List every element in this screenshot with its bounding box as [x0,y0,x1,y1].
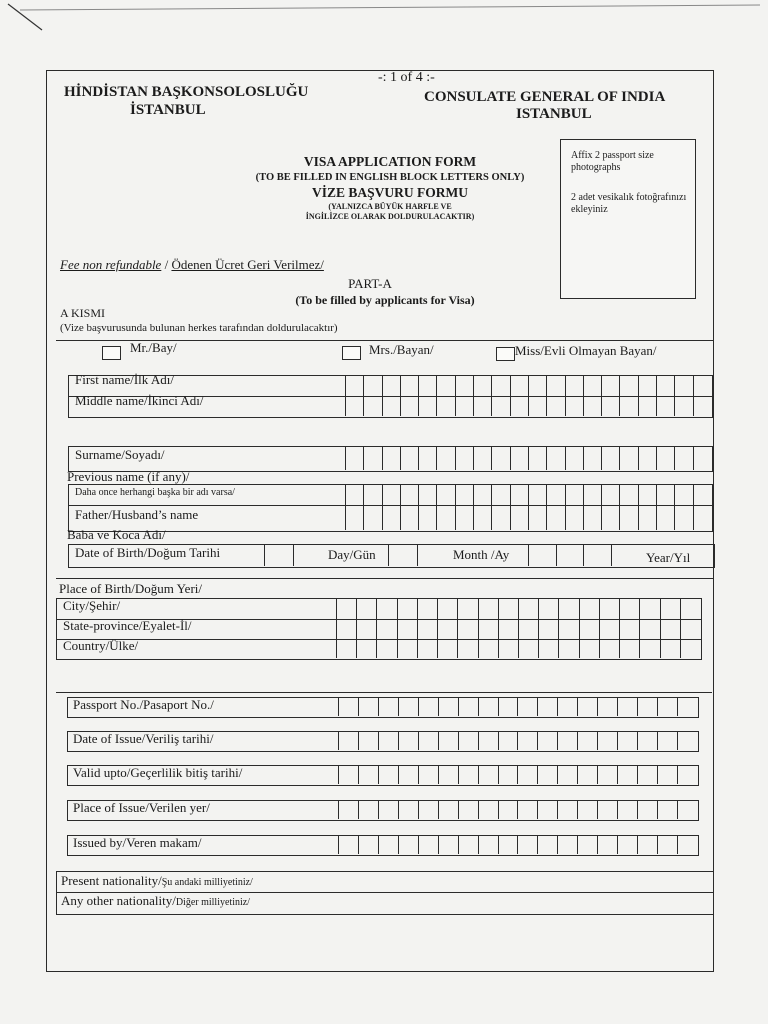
middle-name-label: Middle name/İkinci Adı/ [75,393,204,408]
mrs-checkbox[interactable] [342,346,361,360]
scan-mark [0,0,768,40]
fee-notice [60,257,324,273]
valid-upto-label: Valid upto/Geçerlilik bitiş tarihi/ [73,765,243,780]
other-nationality-en: Any other nationality/ [61,893,176,908]
previous-father-cells[interactable] [345,485,711,530]
form-title-note: (TO BE FILLED IN ENGLISH BLOCK LETTERS ONLY) [255,172,525,183]
part-subtitle: (To be filled by applicants for Visa) [295,293,475,307]
fee-notice-en: Fee non refundable [60,257,162,272]
month-label: Month /Ay [453,547,510,562]
photo-box-text-tr: 2 adet vesikalık fotoğrafınızı ekleyiniz [571,192,687,215]
issued-by-label: Issued by/Veren makam/ [73,835,202,850]
present-nationality-tr: Şu andaki milliyetiniz/ [161,877,253,888]
issued-by-cells[interactable] [338,836,697,854]
form-title-tr-note1: (YALNIZCA BÜYÜK HARFLE VE [328,202,452,211]
surname-label: Surname/Soyadı/ [75,447,165,462]
divider-line [56,692,712,693]
city-label: City/Şehir/ [63,598,121,613]
form-title-tr: VİZE BAŞVURU FORMU [311,185,468,200]
part-title: PART-A [348,276,392,291]
miss-checkbox[interactable] [496,347,515,361]
part-tr-title: A KISMI [60,306,106,320]
fee-notice-sep: / [161,257,172,272]
day-label: Day/Gün [328,547,376,562]
place-of-issue-label: Place of Issue/Verilen yer/ [73,800,210,815]
father-husband-tr-label: Baba ve Koca Adı/ [67,527,166,542]
header-left-line1: HİNDİSTAN BAŞKONSOLOSLUĞU [64,84,309,100]
previous-name-tr-label: Daha once herhangi başka bir adı varsa/ [75,487,235,498]
place-of-issue-cells[interactable] [338,801,697,819]
surname-cells[interactable] [345,447,711,470]
part-tr-subtitle: (Vize başvurusunda bulunan herkes tarafından doldurulacaktır) [60,322,338,334]
form-title: VISA APPLICATION FORM [303,154,477,169]
header-right-line2: ISTANBUL [516,106,592,122]
photo-box-text-en: Affix 2 passport size photographs [571,150,654,173]
header-left-line2: İSTANBUL [130,102,206,118]
divider-line [56,578,714,579]
valid-upto-cells[interactable] [338,766,697,784]
passport-number-label: Passport No./Pasaport No./ [73,697,214,712]
passport-number-cells[interactable] [338,698,697,716]
header-right-line1: CONSULATE GENERAL OF INDIA [424,89,666,105]
mr-checkbox[interactable] [102,346,121,360]
dob-day-cells[interactable] [264,545,322,566]
other-nationality-label [61,893,250,909]
date-of-issue-cells[interactable] [338,732,697,750]
first-name-label: First name/İlk Adı/ [75,372,174,387]
country-label: Country/Ülke/ [63,638,139,653]
page-number: -: 1 of 4 :- [378,70,435,85]
state-label: State-province/Eyalet-İl/ [63,618,192,633]
present-nationality-label [61,873,253,889]
mr-label: Mr./Bay/ [130,340,177,355]
form-title-tr-note2: İNGİLİZCE OLARAK DOLDURULACAKTIR) [305,212,475,221]
previous-name-label: Previous name (if any)/ [67,469,190,484]
photo-box[interactable] [560,139,696,299]
dob-month-cells[interactable] [388,545,446,566]
mrs-label: Mrs./Bayan/ [369,342,434,357]
dob-label: Date of Birth/Doğum Tarihi [75,545,221,560]
fee-notice-tr: Ödenen Ücret Geri Verilmez/ [171,257,324,272]
birth-place-cells[interactable] [336,599,700,658]
place-of-birth-label: Place of Birth/Doğum Yeri/ [59,581,202,596]
dob-year-cells[interactable] [528,545,638,566]
year-label: Year/Yıl [646,550,691,565]
present-nationality-en: Present nationality/ [61,873,162,888]
other-nationality-tr: Diğer milliyetiniz/ [175,897,250,908]
name-cells[interactable] [345,376,711,416]
miss-label: Miss/Evli Olmayan Bayan/ [515,343,657,358]
date-of-issue-label: Date of Issue/Veriliş tarihi/ [73,731,214,746]
father-husband-label: Father/Husband’s name [75,507,199,522]
